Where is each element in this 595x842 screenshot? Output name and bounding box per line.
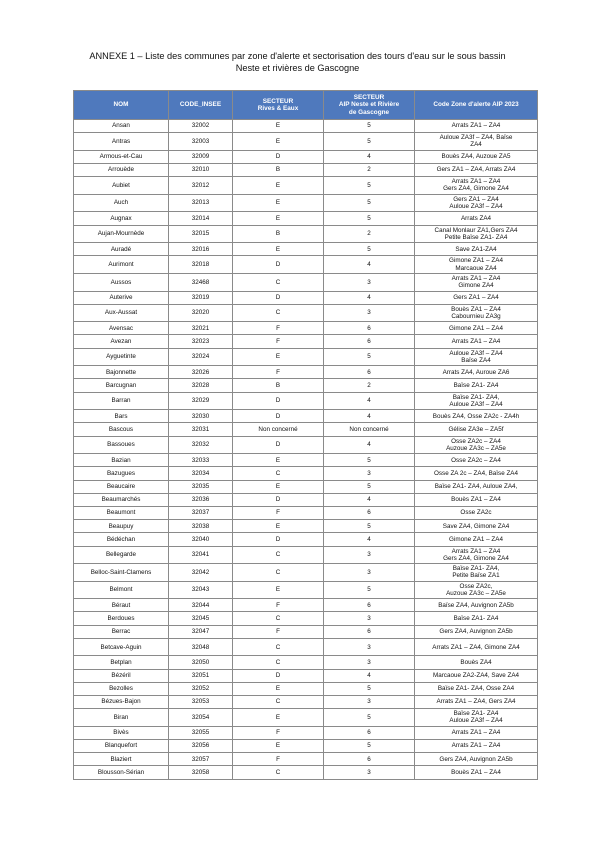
table-row	[74, 480, 538, 493]
cell-secteur-aip: 3	[324, 304, 415, 322]
cell-code-insee: 32053	[169, 696, 233, 709]
cell-zone-alerte: Baïse ZA1- ZA4, Auloue ZA3f – ZA4	[415, 392, 538, 410]
table-row	[74, 304, 538, 322]
cell-code-insee: 32058	[169, 766, 233, 779]
cell-secteur-rives-eaux: C	[233, 656, 324, 669]
cell-secteur-rives-eaux: E	[233, 682, 324, 695]
table-row	[74, 696, 538, 709]
cell-secteur-aip: 5	[324, 177, 415, 195]
cell-secteur-rives-eaux: D	[233, 493, 324, 506]
cell-secteur-aip: 3	[324, 273, 415, 291]
cell-code-insee: 32051	[169, 669, 233, 682]
table-row	[74, 454, 538, 467]
cell-code-insee: 32041	[169, 546, 233, 564]
table-row	[74, 120, 538, 133]
cell-code-insee: 32024	[169, 348, 233, 366]
cell-nom: Belmont	[74, 581, 169, 599]
table-row	[74, 243, 538, 256]
cell-secteur-rives-eaux: E	[233, 243, 324, 256]
cell-nom: Ayguetinte	[74, 348, 169, 366]
table-row	[74, 726, 538, 739]
cell-secteur-aip: 3	[324, 612, 415, 625]
table-row	[74, 256, 538, 274]
cell-secteur-rives-eaux: B	[233, 225, 324, 243]
cell-code-insee: 32050	[169, 656, 233, 669]
cell-zone-alerte: Baïse ZA4, Auvignon ZA5b	[415, 599, 538, 612]
cell-zone-alerte: Gimone ZA1 – ZA4 Marcaoue ZA4	[415, 256, 538, 274]
table-row	[74, 163, 538, 176]
cell-nom: Berdoues	[74, 612, 169, 625]
cell-code-insee: 32019	[169, 291, 233, 304]
cell-secteur-aip: 5	[324, 212, 415, 225]
cell-nom: Beaumarchés	[74, 493, 169, 506]
cell-secteur-aip: 3	[324, 564, 415, 582]
cell-secteur-aip: 3	[324, 638, 415, 656]
cell-code-insee: 32468	[169, 273, 233, 291]
table-row	[74, 436, 538, 454]
cell-zone-alerte: Gers ZA1 – ZA4, Arrats ZA4	[415, 163, 538, 176]
cell-code-insee: 32045	[169, 612, 233, 625]
cell-code-insee: 32032	[169, 436, 233, 454]
table-row	[74, 322, 538, 335]
cell-secteur-aip: 6	[324, 599, 415, 612]
cell-nom: Avezan	[74, 335, 169, 348]
cell-zone-alerte: Bouès ZA4, Auzoue ZA5	[415, 150, 538, 163]
cell-secteur-rives-eaux: E	[233, 480, 324, 493]
cell-zone-alerte: Arrats ZA1 – ZA4	[415, 120, 538, 133]
table-row	[74, 581, 538, 599]
cell-nom: Auch	[74, 194, 169, 212]
table-row	[74, 467, 538, 480]
cell-code-insee: 32020	[169, 304, 233, 322]
cell-nom: Blaziert	[74, 753, 169, 766]
cell-secteur-rives-eaux: B	[233, 379, 324, 392]
table-row	[74, 366, 538, 379]
cell-secteur-rives-eaux: C	[233, 638, 324, 656]
cell-nom: Beaumont	[74, 506, 169, 519]
table-row	[74, 379, 538, 392]
cell-nom: Antras	[74, 133, 169, 151]
cell-code-insee: 32040	[169, 533, 233, 546]
cell-zone-alerte: Arrats ZA1 – ZA4	[415, 335, 538, 348]
cell-zone-alerte: Osse ZA 2c – ZA4, Baïse ZA4	[415, 467, 538, 480]
cell-zone-alerte: Arrats ZA1 – ZA4, Gers ZA4	[415, 696, 538, 709]
cell-secteur-rives-eaux: D	[233, 533, 324, 546]
cell-secteur-rives-eaux: E	[233, 194, 324, 212]
page-title	[40, 50, 555, 74]
cell-secteur-aip: 4	[324, 256, 415, 274]
cell-secteur-rives-eaux: F	[233, 322, 324, 335]
table-header-row	[74, 91, 538, 120]
cell-nom: Aujan-Mournède	[74, 225, 169, 243]
cell-zone-alerte: Baïse ZA1- ZA4, Auloue ZA4,	[415, 480, 538, 493]
cell-zone-alerte: Gimone ZA1 – ZA4	[415, 533, 538, 546]
cell-nom: Betplan	[74, 656, 169, 669]
cell-zone-alerte: Arrats ZA1 – ZA4 Gimone ZA4	[415, 273, 538, 291]
table-row	[74, 520, 538, 533]
cell-zone-alerte: Osse ZA2c – ZA4	[415, 454, 538, 467]
table-row	[74, 506, 538, 519]
cell-secteur-aip: 4	[324, 533, 415, 546]
cell-secteur-aip: 5	[324, 682, 415, 695]
cell-nom: Barran	[74, 392, 169, 410]
cell-nom: Biran	[74, 709, 169, 727]
cell-secteur-rives-eaux: C	[233, 467, 324, 480]
cell-code-insee: 32013	[169, 194, 233, 212]
table-row	[74, 273, 538, 291]
cell-zone-alerte: Marcaoue ZA2-ZA4, Save ZA4	[415, 669, 538, 682]
cell-secteur-aip: 4	[324, 392, 415, 410]
cell-nom: Bars	[74, 410, 169, 423]
cell-nom: Aussos	[74, 273, 169, 291]
table-row	[74, 177, 538, 195]
cell-secteur-rives-eaux: C	[233, 612, 324, 625]
cell-code-insee: 32042	[169, 564, 233, 582]
cell-zone-alerte: Gers ZA4, Auvignon ZA5b	[415, 625, 538, 638]
cell-zone-alerte: Bouès ZA1 – ZA4	[415, 766, 538, 779]
cell-nom: Avensac	[74, 322, 169, 335]
cell-code-insee: 32055	[169, 726, 233, 739]
table-row	[74, 599, 538, 612]
cell-zone-alerte: Baïse ZA1- ZA4, Osse ZA4	[415, 682, 538, 695]
cell-code-insee: 32012	[169, 177, 233, 195]
cell-nom: Auterive	[74, 291, 169, 304]
cell-nom: Bajonnette	[74, 366, 169, 379]
cell-code-insee: 32015	[169, 225, 233, 243]
cell-secteur-aip: 4	[324, 436, 415, 454]
cell-code-insee: 32028	[169, 379, 233, 392]
cell-zone-alerte: Arrats ZA1 – ZA4, Gimone ZA4	[415, 638, 538, 656]
cell-zone-alerte: Gers ZA1 – ZA4	[415, 291, 538, 304]
cell-zone-alerte: Baïse ZA1- ZA4 Auloue ZA3f – ZA4	[415, 709, 538, 727]
cell-zone-alerte: Baïse ZA1- ZA4	[415, 379, 538, 392]
cell-secteur-aip: 5	[324, 739, 415, 752]
cell-secteur-aip: 4	[324, 493, 415, 506]
cell-secteur-aip: 5	[324, 133, 415, 151]
header-nom: NOM	[74, 91, 169, 120]
cell-code-insee: 32043	[169, 581, 233, 599]
cell-code-insee: 32052	[169, 682, 233, 695]
table-row	[74, 564, 538, 582]
cell-code-insee: 32038	[169, 520, 233, 533]
cell-secteur-aip: 3	[324, 546, 415, 564]
cell-code-insee: 32014	[169, 212, 233, 225]
cell-nom: Bellegarde	[74, 546, 169, 564]
cell-zone-alerte: Save ZA4, Gimone ZA4	[415, 520, 538, 533]
cell-nom: Aubiet	[74, 177, 169, 195]
cell-secteur-rives-eaux: Non concerné	[233, 423, 324, 436]
cell-secteur-aip: 5	[324, 709, 415, 727]
cell-secteur-rives-eaux: F	[233, 366, 324, 379]
cell-secteur-aip: 6	[324, 322, 415, 335]
cell-nom: Augnax	[74, 212, 169, 225]
table-row	[74, 669, 538, 682]
cell-secteur-rives-eaux: C	[233, 766, 324, 779]
cell-secteur-rives-eaux: C	[233, 696, 324, 709]
cell-secteur-aip: 5	[324, 454, 415, 467]
cell-code-insee: 32057	[169, 753, 233, 766]
cell-secteur-rives-eaux: F	[233, 335, 324, 348]
cell-secteur-rives-eaux: B	[233, 163, 324, 176]
cell-nom: Auradé	[74, 243, 169, 256]
cell-secteur-aip: 6	[324, 506, 415, 519]
cell-zone-alerte: Gimone ZA1 – ZA4	[415, 322, 538, 335]
cell-zone-alerte: Arrats ZA1 – ZA4	[415, 739, 538, 752]
table-row	[74, 533, 538, 546]
cell-secteur-aip: 4	[324, 150, 415, 163]
cell-secteur-aip: Non concerné	[324, 423, 415, 436]
header-code-insee: CODE_INSEE	[169, 91, 233, 120]
cell-zone-alerte: Arrats ZA1 – ZA4	[415, 726, 538, 739]
cell-secteur-rives-eaux: E	[233, 454, 324, 467]
table-row	[74, 348, 538, 366]
cell-code-insee: 32002	[169, 120, 233, 133]
table-row	[74, 546, 538, 564]
header-code-zone-alerte: Code Zone d'alerte AIP 2023	[415, 91, 538, 120]
cell-secteur-rives-eaux: F	[233, 625, 324, 638]
cell-secteur-aip: 2	[324, 225, 415, 243]
cell-secteur-rives-eaux: C	[233, 546, 324, 564]
table-row	[74, 753, 538, 766]
cell-secteur-rives-eaux: F	[233, 506, 324, 519]
cell-secteur-aip: 4	[324, 291, 415, 304]
cell-secteur-aip: 5	[324, 120, 415, 133]
cell-secteur-rives-eaux: D	[233, 392, 324, 410]
cell-code-insee: 32003	[169, 133, 233, 151]
cell-secteur-rives-eaux: E	[233, 581, 324, 599]
cell-zone-alerte: Gers ZA4, Auvignon ZA5b	[415, 753, 538, 766]
cell-nom: Bassoues	[74, 436, 169, 454]
cell-secteur-aip: 6	[324, 335, 415, 348]
cell-secteur-rives-eaux: D	[233, 669, 324, 682]
cell-zone-alerte: Osse ZA2c	[415, 506, 538, 519]
table-row	[74, 212, 538, 225]
cell-zone-alerte: Bouès ZA1 – ZA4	[415, 493, 538, 506]
cell-code-insee: 32033	[169, 454, 233, 467]
cell-code-insee: 32023	[169, 335, 233, 348]
cell-code-insee: 32021	[169, 322, 233, 335]
cell-secteur-aip: 3	[324, 766, 415, 779]
cell-zone-alerte: Bouès ZA4, Osse ZA2c - ZA4h	[415, 410, 538, 423]
cell-zone-alerte: Canal Monlaur ZA1,Gers ZA4 Petite Baïse ZA1- ZA4	[415, 225, 538, 243]
cell-nom: Bézéril	[74, 669, 169, 682]
cell-secteur-aip: 6	[324, 753, 415, 766]
cell-zone-alerte: Auloue ZA3f – ZA4 Baïse ZA4	[415, 348, 538, 366]
table-row	[74, 335, 538, 348]
cell-code-insee: 32009	[169, 150, 233, 163]
cell-secteur-aip: 5	[324, 520, 415, 533]
cell-zone-alerte: Osse ZA2c – ZA4 Auzoue ZA3c – ZA5e	[415, 436, 538, 454]
table-row	[74, 656, 538, 669]
cell-secteur-rives-eaux: D	[233, 436, 324, 454]
table-row	[74, 133, 538, 151]
cell-secteur-aip: 2	[324, 163, 415, 176]
cell-secteur-rives-eaux: D	[233, 410, 324, 423]
cell-secteur-aip: 3	[324, 696, 415, 709]
cell-code-insee: 32034	[169, 467, 233, 480]
cell-nom: Bivès	[74, 726, 169, 739]
cell-zone-alerte: Bouès ZA4	[415, 656, 538, 669]
cell-secteur-aip: 5	[324, 348, 415, 366]
cell-secteur-aip: 3	[324, 656, 415, 669]
cell-nom: Arrouède	[74, 163, 169, 176]
cell-secteur-aip: 4	[324, 669, 415, 682]
cell-secteur-rives-eaux: F	[233, 599, 324, 612]
cell-secteur-rives-eaux: E	[233, 709, 324, 727]
table-row	[74, 739, 538, 752]
table-row	[74, 612, 538, 625]
cell-secteur-rives-eaux: E	[233, 739, 324, 752]
header-secteur-rives-eaux: SECTEUR Rives & Eaux	[233, 91, 324, 120]
table-row	[74, 638, 538, 656]
cell-secteur-aip: 5	[324, 194, 415, 212]
cell-code-insee: 32036	[169, 493, 233, 506]
cell-code-insee: 32018	[169, 256, 233, 274]
cell-nom: Armous-et-Cau	[74, 150, 169, 163]
cell-secteur-aip: 2	[324, 379, 415, 392]
cell-nom: Bédéchan	[74, 533, 169, 546]
cell-secteur-rives-eaux: C	[233, 304, 324, 322]
cell-zone-alerte: Gers ZA1 – ZA4 Auloue ZA3f – ZA4	[415, 194, 538, 212]
cell-nom: Beaucaire	[74, 480, 169, 493]
cell-nom: Blousson-Sérian	[74, 766, 169, 779]
cell-secteur-rives-eaux: F	[233, 726, 324, 739]
table-row	[74, 766, 538, 779]
table-row	[74, 625, 538, 638]
cell-secteur-aip: 6	[324, 625, 415, 638]
cell-nom: Bézues-Bajon	[74, 696, 169, 709]
cell-secteur-rives-eaux: D	[233, 291, 324, 304]
cell-code-insee: 32035	[169, 480, 233, 493]
cell-zone-alerte: Arrats ZA4	[415, 212, 538, 225]
cell-nom: Berrac	[74, 625, 169, 638]
table-row	[74, 423, 538, 436]
header-secteur-aip: SECTEUR AIP Neste et Rivière de Gascogne	[324, 91, 415, 120]
cell-code-insee: 32029	[169, 392, 233, 410]
table-row	[74, 410, 538, 423]
table-row	[74, 194, 538, 212]
cell-secteur-rives-eaux: E	[233, 120, 324, 133]
cell-nom: Béraut	[74, 599, 169, 612]
communes-table	[73, 90, 538, 780]
cell-zone-alerte: Arrats ZA1 – ZA4 Gers ZA4, Gimone ZA4	[415, 177, 538, 195]
cell-zone-alerte: Baïse ZA1- ZA4	[415, 612, 538, 625]
cell-nom: Bazian	[74, 454, 169, 467]
cell-nom: Blanquefort	[74, 739, 169, 752]
title-line-1: ANNEXE 1 – Liste des communes par zone d'alerte et sectorisation des tours d'eau sur le sous bassin	[89, 51, 506, 61]
cell-nom: Aux-Aussat	[74, 304, 169, 322]
cell-secteur-rives-eaux: C	[233, 273, 324, 291]
cell-secteur-rives-eaux: E	[233, 212, 324, 225]
cell-secteur-aip: 6	[324, 366, 415, 379]
cell-code-insee: 32031	[169, 423, 233, 436]
cell-zone-alerte: Arrats ZA4, Auroue ZA6	[415, 366, 538, 379]
cell-zone-alerte: Bouès ZA1 – ZA4 Cabournieu ZA3g	[415, 304, 538, 322]
title-line-2: Neste et rivières de Gascogne	[235, 63, 360, 73]
cell-code-insee: 32048	[169, 638, 233, 656]
cell-secteur-rives-eaux: E	[233, 133, 324, 151]
cell-secteur-aip: 4	[324, 410, 415, 423]
table-body	[74, 120, 538, 780]
cell-zone-alerte: Osse ZA2c, Auzoue ZA3c – ZA5e	[415, 581, 538, 599]
cell-nom: Bezolles	[74, 682, 169, 695]
cell-code-insee: 32010	[169, 163, 233, 176]
cell-secteur-rives-eaux: E	[233, 520, 324, 533]
cell-zone-alerte: Gélise ZA3e – ZA5f	[415, 423, 538, 436]
cell-nom: Belloc-Saint-Clamens	[74, 564, 169, 582]
table-row	[74, 493, 538, 506]
table-row	[74, 150, 538, 163]
cell-secteur-rives-eaux: E	[233, 348, 324, 366]
cell-secteur-rives-eaux: E	[233, 177, 324, 195]
cell-code-insee: 32054	[169, 709, 233, 727]
cell-secteur-aip: 3	[324, 467, 415, 480]
cell-code-insee: 32030	[169, 410, 233, 423]
table-row	[74, 709, 538, 727]
cell-code-insee: 32047	[169, 625, 233, 638]
cell-code-insee: 32044	[169, 599, 233, 612]
cell-nom: Aurimont	[74, 256, 169, 274]
table-row	[74, 225, 538, 243]
cell-nom: Ansan	[74, 120, 169, 133]
cell-secteur-aip: 5	[324, 581, 415, 599]
cell-secteur-aip: 5	[324, 480, 415, 493]
table-row	[74, 392, 538, 410]
cell-code-insee: 32016	[169, 243, 233, 256]
cell-secteur-aip: 6	[324, 726, 415, 739]
cell-secteur-rives-eaux: D	[233, 150, 324, 163]
cell-nom: Beaupuy	[74, 520, 169, 533]
cell-code-insee: 32056	[169, 739, 233, 752]
cell-nom: Bascous	[74, 423, 169, 436]
table-row	[74, 291, 538, 304]
cell-secteur-rives-eaux: F	[233, 753, 324, 766]
cell-secteur-rives-eaux: D	[233, 256, 324, 274]
cell-secteur-rives-eaux: C	[233, 564, 324, 582]
cell-code-insee: 32037	[169, 506, 233, 519]
cell-secteur-aip: 5	[324, 243, 415, 256]
cell-zone-alerte: Auloue ZA3f – ZA4, Baïse ZA4	[415, 133, 538, 151]
cell-nom: Bazugues	[74, 467, 169, 480]
cell-code-insee: 32026	[169, 366, 233, 379]
cell-zone-alerte: Baïse ZA1- ZA4, Petite Baïse ZA1	[415, 564, 538, 582]
cell-nom: Betcave-Aguin	[74, 638, 169, 656]
cell-nom: Barcugnan	[74, 379, 169, 392]
table-row	[74, 682, 538, 695]
cell-zone-alerte: Arrats ZA1 – ZA4 Gers ZA4, Gimone ZA4	[415, 546, 538, 564]
cell-zone-alerte: Save ZA1-ZA4	[415, 243, 538, 256]
